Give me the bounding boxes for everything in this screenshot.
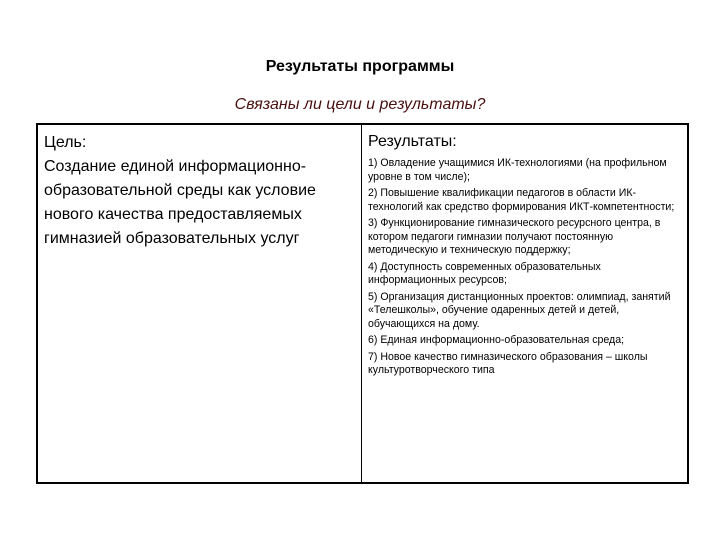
result-item: 6) Единая информационно-образовательная среда; xyxy=(368,334,625,346)
results-cell xyxy=(368,131,686,381)
results-heading: Результаты: xyxy=(368,133,457,150)
goal-heading: Цель: xyxy=(44,134,87,151)
result-item: 3) Функционирование гимназического ресурсного центра, в котором педагоги гимназии получают постоянную методическую и техническую поддержку; xyxy=(368,217,661,256)
result-item: 2) Повышение квалификации педагогов в области ИК-технологий как средство формирования ИКТ-компетентности; xyxy=(368,187,675,213)
column-divider xyxy=(361,125,362,482)
result-item: 7) Новое качество гимназического образования – школы культуротворческого типа xyxy=(368,350,648,376)
result-item: 4) Доступность современных образовательных информационных ресурсов; xyxy=(368,260,601,286)
subtitle: Связаны ли цели и результаты? xyxy=(234,96,486,113)
goal-cell xyxy=(44,131,359,251)
result-item: 1) Овладение учащимися ИК-технологиями (на профильном уровне в том числе); xyxy=(368,157,667,183)
goal-text: Создание единой информационно-образовательной среды как условие нового качества предоставляемых гимназией образовательных услуг xyxy=(44,158,316,247)
result-item: 5) Организация дистанционных проектов: олимпиад, занятий «Телешколы», обучение одаренных детей и детей, обучающихся на дому. xyxy=(368,290,671,330)
page-title: Результаты программы xyxy=(265,58,455,75)
goal-results-table xyxy=(36,123,689,484)
